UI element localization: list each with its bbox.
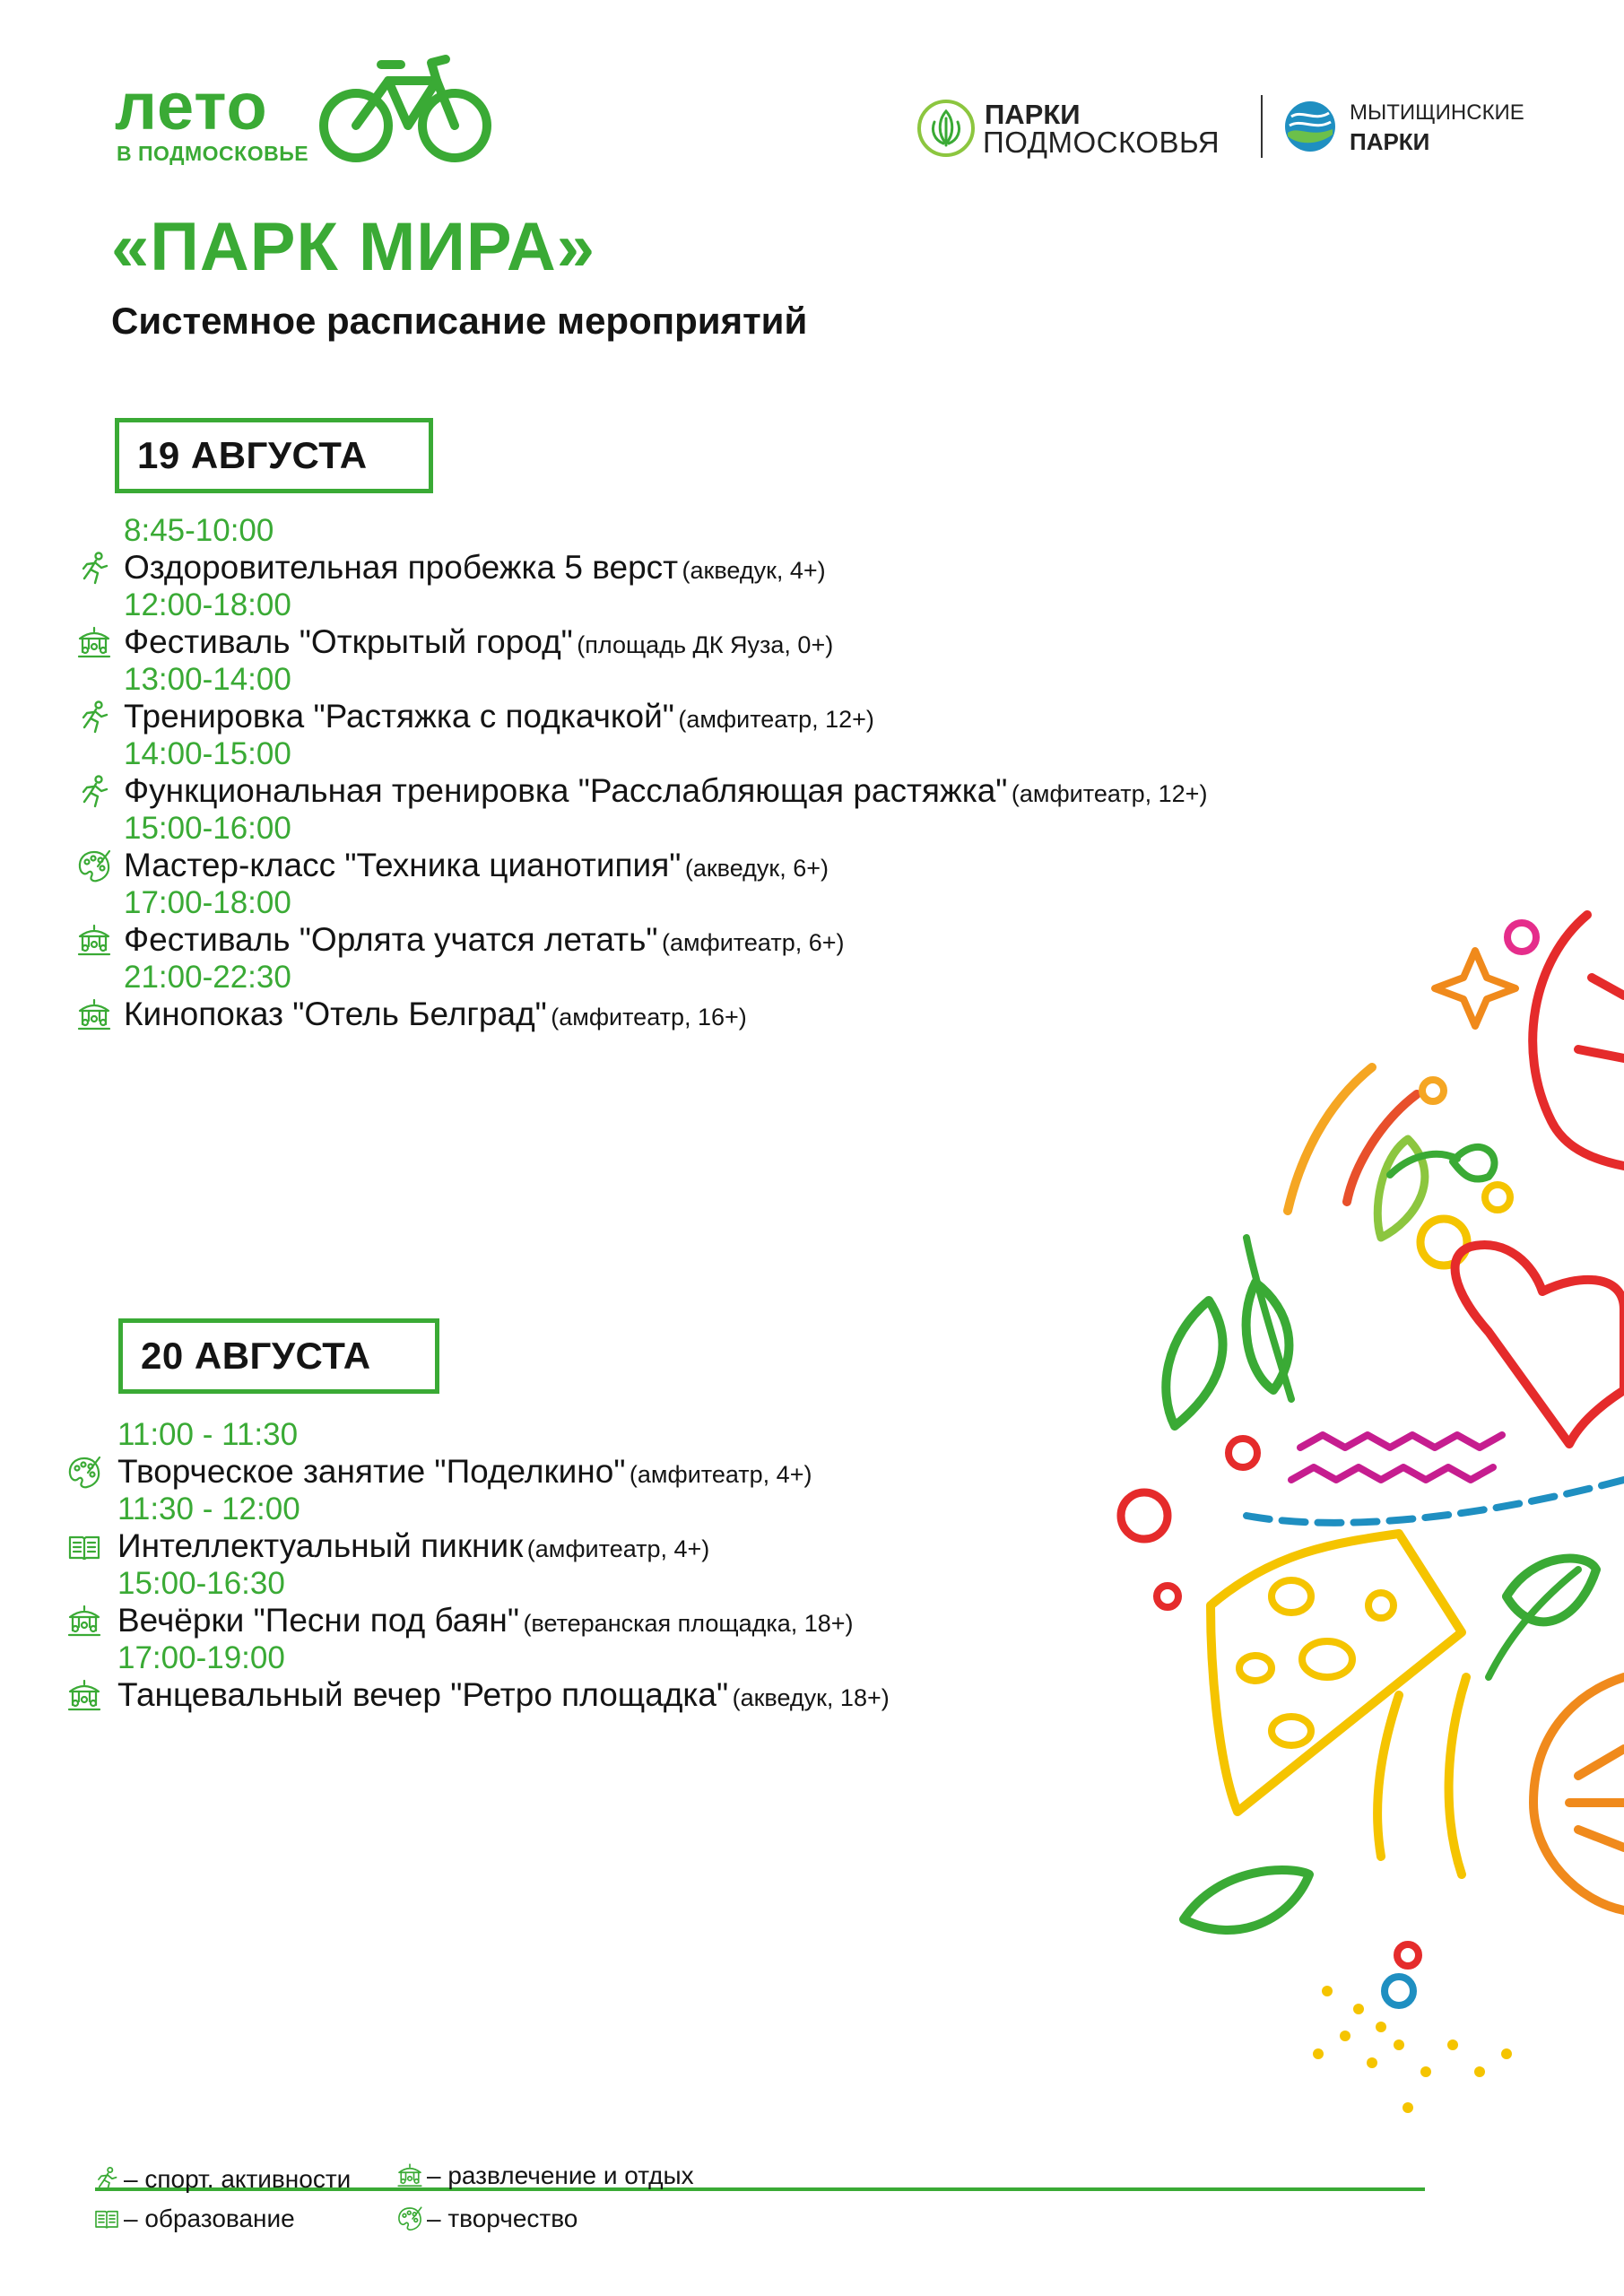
- event-name: Вечёрки "Песни под баян": [117, 1602, 519, 1639]
- legend-label: – творчество: [427, 2205, 578, 2232]
- event-time: 21:00-22:30: [124, 960, 291, 995]
- palette-icon: [396, 2205, 423, 2232]
- event-name: Танцевальный вечер "Ретро площадка": [117, 1676, 729, 1713]
- event-name: Кинопоказ "Отель Белград": [124, 996, 547, 1032]
- event-time: 17:00-19:00: [117, 1640, 285, 1675]
- bicycle-icon: [318, 52, 493, 165]
- partner-parks-subtitle: ПОДМОСКОВЬЯ: [983, 126, 1220, 159]
- event-time: 17:00-18:00: [124, 885, 291, 920]
- partner-mytishchi-title: МЫТИЩИНСКИЕ: [1350, 100, 1524, 125]
- event-place: (акведук, 18+): [732, 1684, 890, 1711]
- event-place: (амфитеатр, 12+): [678, 706, 874, 733]
- event-place: (амфитеатр, 16+): [551, 1004, 747, 1031]
- page-subtitle: Системное расписание мероприятий: [111, 300, 808, 342]
- event-name: Интеллектуальный пикник: [117, 1527, 524, 1564]
- legend-label: – образование: [124, 2205, 295, 2232]
- palette-icon: [66, 1455, 102, 1491]
- event-name: Фестиваль "Орлята учатся летать": [124, 921, 658, 958]
- carousel-icon: [66, 1678, 102, 1714]
- list-item: [0, 664, 1624, 738]
- event-time: 13:00-14:00: [124, 662, 291, 697]
- mytishchi-parks-emblem-icon: [1282, 99, 1338, 154]
- event-name: Функциональная тренировка "Расслабляющая растяжка": [124, 772, 1008, 809]
- event-name: Фестиваль "Открытый город": [124, 623, 573, 660]
- carousel-icon: [76, 923, 112, 959]
- event-time: 15:00-16:00: [124, 811, 291, 846]
- day-heading-box: 20 АВГУСТА: [118, 1318, 439, 1394]
- running-icon: [76, 774, 112, 810]
- event-name: Оздоровительная пробежка 5 верст: [124, 549, 679, 586]
- palette-icon: [76, 848, 112, 884]
- event-place: (амфитеатр, 6+): [661, 929, 845, 956]
- parks-podmoskovya-emblem-icon: [916, 99, 976, 158]
- book-icon: [66, 1529, 102, 1565]
- carousel-icon: [66, 1604, 102, 1639]
- brand-logo-subtitle: В ПОДМОСКОВЬЕ: [117, 142, 309, 165]
- book-icon: [93, 2205, 120, 2232]
- event-time: 11:00 - 11:30: [117, 1417, 299, 1452]
- event-time: 12:00-18:00: [124, 587, 291, 622]
- event-time: 11:30 - 12:00: [117, 1492, 300, 1526]
- event-name: Мастер-класс "Техника цианотипия": [124, 847, 682, 883]
- decorative-food-illustration: [1112, 888, 1624, 2170]
- carousel-icon: [76, 997, 112, 1033]
- event-time: 8:45-10:00: [124, 513, 274, 548]
- brand-logo-text: лето: [115, 69, 268, 144]
- running-icon: [76, 551, 112, 587]
- partner-parks-title: ПАРКИ: [985, 99, 1081, 130]
- list-item: [0, 515, 1624, 589]
- event-place: (амфитеатр, 12+): [1011, 780, 1208, 807]
- running-icon: [93, 2166, 120, 2193]
- event-place: (площадь ДК Яуза, 0+): [577, 631, 834, 658]
- list-item: [0, 589, 1624, 664]
- partners-divider: [1261, 95, 1263, 158]
- legend-item: [396, 2161, 694, 2190]
- page-title: «ПАРК МИРА»: [111, 209, 596, 285]
- event-place: (амфитеатр, 4+): [629, 1461, 812, 1488]
- event-name: Тренировка "Растяжка с подкачкой": [124, 698, 674, 735]
- list-item: [0, 813, 1624, 887]
- partner-mytishchi-subtitle: ПАРКИ: [1350, 128, 1430, 155]
- carousel-icon: [76, 625, 112, 661]
- event-place: (амфитеатр, 4+): [526, 1535, 710, 1562]
- legend-item: [93, 2205, 295, 2233]
- event-place: (акведук, 6+): [684, 855, 829, 882]
- event-time: 15:00-16:30: [117, 1566, 285, 1601]
- event-time: 14:00-15:00: [124, 736, 291, 771]
- list-item: [0, 738, 1624, 813]
- legend-item: [396, 2205, 578, 2233]
- legend-label: – спорт. активности: [124, 2165, 352, 2193]
- event-place: (ветеранская площадка, 18+): [523, 1610, 854, 1637]
- carousel-icon: [396, 2162, 423, 2189]
- event-name: Творческое занятие "Поделкино": [117, 1453, 626, 1490]
- running-icon: [76, 700, 112, 735]
- event-place: (акведук, 4+): [682, 557, 826, 584]
- legend-label: – развлечение и отдых: [427, 2161, 694, 2189]
- day-heading-box: 19 АВГУСТА: [115, 418, 433, 493]
- legend-item: [93, 2165, 351, 2194]
